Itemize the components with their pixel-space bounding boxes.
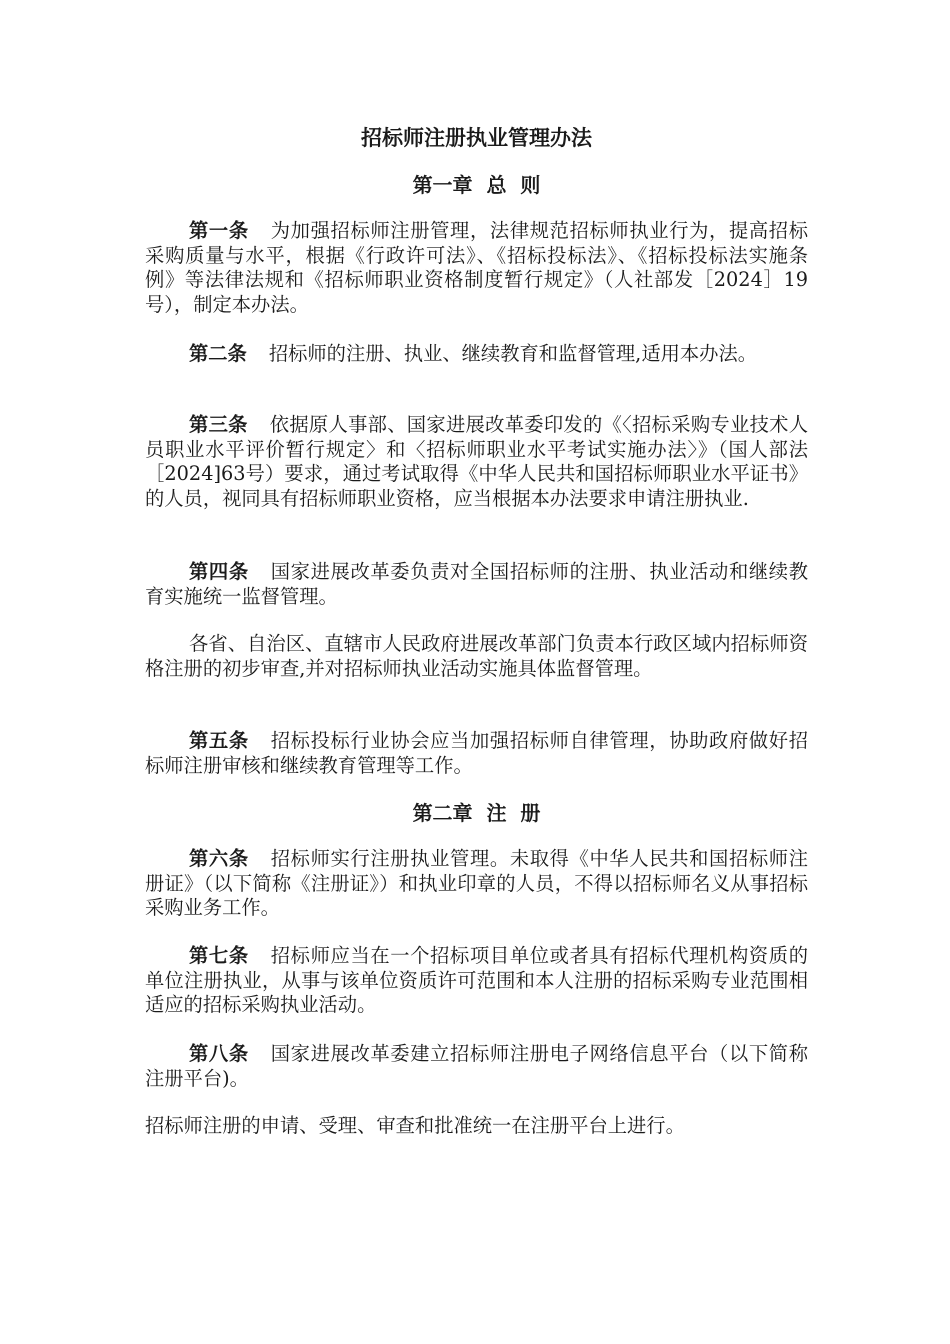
document-title: 招标师注册执业管理办法 — [361, 126, 592, 150]
article-text: 国家进展改革委建立招标师注册电子网络信息平台（以下简称注册平台)。 — [145, 1042, 808, 1090]
article-7 — [145, 944, 808, 1018]
article-label: 第一条 — [189, 219, 249, 242]
article-text: 招标师的注册、执业、继续教育和监督管理,适用本办法。 — [268, 342, 758, 365]
article-text: 依据原人事部、国家进展改革委印发的《〈招标采购专业技术人员职业水平评价暂行规定〉和〈招标师职业水平考试实施办法〉》（国人部法［2024]63号）要求，通过考试取得《中华人民共和国招标师职业水平证书》的人员，视同具有招标师职业资格，应当根据本办法要求申请注册执业. — [145, 413, 809, 510]
article-3 — [145, 413, 808, 511]
article-text: 招标师应当在一个招标项目单位或者具有招标代理机构资质的单位注册执业，从事与该单位资质许可范围和本人注册的招标采购专业范围相适应的招标采购执业活动。 — [145, 944, 808, 1017]
article-text: 招标投标行业协会应当加强招标师自律管理，协助政府做好招标师注册审核和继续教育管理等工作。 — [145, 729, 808, 777]
article-label: 第五条 — [189, 729, 249, 752]
article-5 — [145, 729, 808, 778]
chapter-heading-2: 第二章 注 册 — [412, 801, 541, 825]
article-label: 第八条 — [189, 1042, 249, 1065]
article-label: 第六条 — [189, 847, 249, 870]
article-label: 第三条 — [189, 413, 248, 436]
article-2 — [145, 342, 808, 367]
article-text: 为加强招标师注册管理，法律规范招标师执业行为，提高招标采购质量与水平，根据《行政许可法》、《招标投标法》、《招标投标法实施条例》等法律法规和《招标师职业资格制度暂行规定》（人社部发［2024］19号），制定本办法。 — [145, 219, 808, 316]
article-text: 国家进展改革委负责对全国招标师的注册、执业活动和继续教育实施统一监督管理。 — [145, 560, 808, 608]
article-4-paragraph-2 — [145, 632, 808, 681]
article-label: 第二条 — [189, 342, 247, 365]
article-8 — [145, 1042, 808, 1091]
article-text: 各省、自治区、直辖市人民政府进展改革部门负责本行政区域内招标师资格注册的初步审查,并对招标师执业活动实施具体监督管理。 — [145, 632, 808, 680]
article-text: 招标师注册的申请、受理、审查和批准统一在注册平台上进行。 — [145, 1114, 685, 1137]
article-1 — [145, 219, 808, 317]
article-label: 第七条 — [189, 944, 249, 967]
article-label: 第四条 — [189, 560, 249, 583]
article-4 — [145, 560, 808, 609]
article-6 — [145, 847, 808, 921]
chapter-heading-1: 第一章 总 则 — [412, 173, 541, 197]
article-text: 招标师实行注册执业管理。未取得《中华人民共和国招标师注册证》（以下简称《注册证》）和执业印章的人员，不得以招标师名义从事招标采购业务工作。 — [145, 847, 808, 920]
article-8-paragraph-2 — [145, 1114, 808, 1139]
